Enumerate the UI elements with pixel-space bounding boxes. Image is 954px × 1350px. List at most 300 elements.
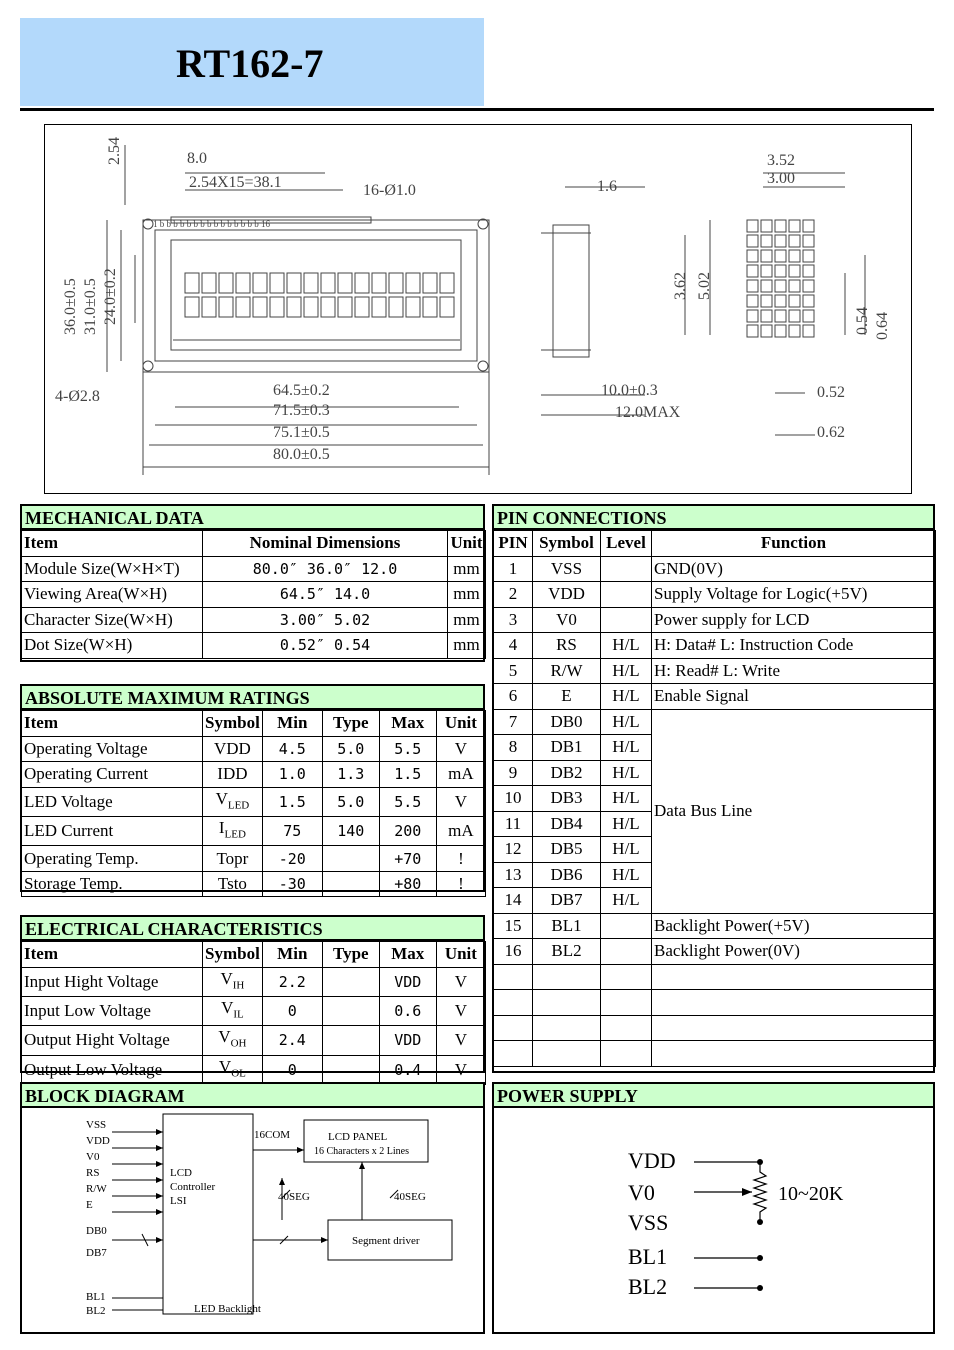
pin-connections-panel: [492, 504, 935, 1073]
symbol-text: Topr: [216, 848, 249, 868]
abs-cell: LED Voltage: [22, 787, 203, 816]
pin-cell: E: [533, 684, 601, 710]
dim-bezel-height: 31.0±0.5: [82, 278, 99, 335]
pin-cell: Backlight Power(+5V): [652, 913, 936, 939]
input-v0: V0: [86, 1151, 100, 1163]
mech-value: 64.5″ 14.0: [203, 582, 448, 608]
pin-cell: 7: [494, 709, 533, 735]
abs-cell: [203, 762, 263, 788]
controller-label-1: LCD: [170, 1167, 192, 1179]
mechanical-table: [21, 530, 486, 659]
pin-cell: 4: [494, 633, 533, 659]
abs-cell: mA: [436, 816, 485, 845]
elec-cell: [322, 996, 379, 1025]
elec-cell: 0.4: [379, 1055, 436, 1084]
abs-cell: 75: [262, 816, 322, 845]
pin-cell: VSS: [533, 556, 601, 582]
mech-value: 0.52″ 0.54: [203, 633, 448, 659]
pin-cell: RS: [533, 633, 601, 659]
absolute-ratings-panel: [20, 684, 485, 892]
elec-cell: [203, 967, 263, 996]
symbol-subscript: LED: [224, 828, 246, 841]
dim-mount-hole: 4-Ø2.8: [55, 388, 100, 405]
mech-item: Viewing Area(W×H): [22, 582, 203, 608]
pin-cell: DB7: [533, 888, 601, 914]
input-db0: DB0: [86, 1225, 107, 1237]
mech-item: Character Size(W×H): [22, 607, 203, 633]
elec-cell: V: [436, 1055, 485, 1084]
empty-cell: [652, 964, 936, 990]
char-cell: [253, 273, 267, 293]
symbol-text: V: [221, 997, 234, 1017]
table-row: [22, 762, 486, 788]
abs-cell: Operating Voltage: [22, 736, 203, 762]
char-cell: [338, 297, 352, 317]
symbol-text: I: [218, 817, 225, 837]
symbol-subscript: OH: [230, 1037, 247, 1050]
char-cell: [372, 273, 386, 293]
viewing-area: [171, 240, 461, 350]
col-function: Function: [652, 531, 936, 557]
table-row: [22, 967, 486, 996]
pin-cell: Enable Signal: [652, 684, 936, 710]
pin-cell: [601, 939, 652, 965]
controller-label-3: LSI: [170, 1195, 187, 1207]
dot: [803, 310, 814, 322]
symbol-text: V: [218, 1056, 232, 1076]
block-diagram-svg: [22, 1108, 483, 1332]
dot: [803, 250, 814, 262]
char-cell: [406, 273, 420, 293]
abs-cell: 5.0: [322, 736, 379, 762]
col-symbol: Symbol: [203, 711, 263, 737]
pin-cell: VDD: [533, 582, 601, 608]
table-row: [22, 582, 486, 608]
col-type: Type: [322, 711, 379, 737]
pin-cell: DB5: [533, 837, 601, 863]
abs-cell: [322, 871, 379, 897]
power-vss-label: VSS: [628, 1210, 669, 1235]
abs-cell: 1.3: [322, 762, 379, 788]
module-outline: [143, 220, 489, 372]
pin-cell: H/L: [601, 888, 652, 914]
pin-cell: V0: [533, 607, 601, 633]
pin-cell: 3: [494, 607, 533, 633]
pin-cell: R/W: [533, 658, 601, 684]
empty-cell: [533, 1015, 601, 1041]
col-item: Item: [22, 531, 203, 557]
led-backlight-label: LED Backlight: [194, 1303, 261, 1315]
drawing-svg: [45, 125, 911, 493]
col-unit: Unit: [436, 711, 485, 737]
controller-box: [163, 1114, 253, 1314]
pin-cell: H/L: [601, 735, 652, 761]
pin-cell: 9: [494, 760, 533, 786]
pin-cell: H/L: [601, 760, 652, 786]
char-cell: [202, 273, 216, 293]
char-cell: [389, 297, 403, 317]
electrical-header: ELECTRICAL CHARACTERISTICS: [22, 917, 483, 941]
dim-module-height: 36.0±0.5: [62, 278, 79, 335]
table-row: [22, 607, 486, 633]
empty-cell: [494, 964, 533, 990]
dot: [803, 220, 814, 232]
dot: [747, 235, 758, 247]
pin-cell: DB4: [533, 811, 601, 837]
abs-cell: 5.5: [379, 736, 436, 762]
power-supply-header: POWER SUPPLY: [494, 1084, 933, 1108]
char-cell: [338, 273, 352, 293]
electrical-panel: [20, 915, 485, 1080]
elec-cell: 2.4: [262, 1026, 322, 1055]
seg-label-left: 40SEG: [278, 1191, 310, 1203]
symbol-text: V: [220, 968, 233, 988]
absolute-ratings-table: [21, 710, 486, 897]
empty-cell: [601, 990, 652, 1016]
symbol-text: V: [215, 788, 228, 808]
bezel-outline: [155, 230, 477, 361]
char-cell: [440, 273, 454, 293]
elec-cell: [322, 967, 379, 996]
input-rs: RS: [86, 1167, 100, 1179]
dot: [789, 325, 800, 337]
pin-cell: BL2: [533, 939, 601, 965]
char-cell: [423, 273, 437, 293]
empty-row: [494, 964, 936, 990]
dot: [789, 220, 800, 232]
dot: [789, 265, 800, 277]
elec-cell: VDD: [379, 967, 436, 996]
mech-unit: mm: [448, 607, 486, 633]
elec-cell: 0: [262, 996, 322, 1025]
table-row: [494, 607, 936, 633]
pin-cell: DB2: [533, 760, 601, 786]
dot: [761, 280, 772, 292]
char-cell: [372, 297, 386, 317]
dot: [803, 280, 814, 292]
dot: [761, 325, 772, 337]
input-db7: DB7: [86, 1247, 107, 1259]
dim-viewing-height: 24.0±0.2: [102, 268, 119, 325]
table-row: [494, 556, 936, 582]
dot: [775, 235, 786, 247]
abs-cell: [322, 846, 379, 872]
abs-cell: mA: [436, 762, 485, 788]
dim-char-pitch-v: 3.62: [672, 272, 689, 300]
dot: [747, 280, 758, 292]
dim-dot-pitch-v: 0.64: [874, 312, 891, 340]
dot-matrix-detail: [747, 220, 814, 337]
controller-label-2: Controller: [170, 1181, 216, 1193]
power-v0-label: V0: [628, 1180, 655, 1205]
elec-cell: 0.6: [379, 996, 436, 1025]
dim-dot-width: 0.52: [817, 384, 845, 401]
com-label: 16COM: [254, 1129, 291, 1141]
potentiometer: [754, 1162, 766, 1222]
pin-cell: H/L: [601, 862, 652, 888]
abs-cell: V: [436, 736, 485, 762]
char-cell: [202, 297, 216, 317]
symbol-text: IDD: [217, 764, 248, 784]
symbol-subscript: IH: [232, 978, 245, 991]
pin-cell: DB1: [533, 735, 601, 761]
input-vss: VSS: [86, 1119, 107, 1131]
abs-cell: [203, 816, 263, 845]
elec-cell: 0: [262, 1055, 322, 1084]
dim-pin-holes: 16-Ø1.0: [363, 182, 416, 199]
dim-pin-pitch: 2.54X15=38.1: [189, 174, 282, 191]
dot: [803, 265, 814, 277]
abs-cell: -30: [262, 871, 322, 897]
table-row: [494, 684, 936, 710]
char-cell: [321, 273, 335, 293]
abs-cell: [203, 787, 263, 816]
elec-cell: [203, 1055, 263, 1084]
empty-cell: [533, 1041, 601, 1067]
dim-pin-row-offset: 2.54: [106, 137, 123, 165]
table-row: [22, 996, 486, 1025]
table-row: [22, 1026, 486, 1055]
empty-cell: [494, 990, 533, 1016]
pin-cell: Supply Voltage for Logic(+5V): [652, 582, 936, 608]
dim-dot-height: 0.54: [854, 307, 871, 335]
dim-dot-pitch: 0.62: [817, 424, 845, 441]
dot: [789, 235, 800, 247]
dim-char-pitch: 3.52: [767, 152, 795, 169]
dot: [775, 295, 786, 307]
pin-cell: 14: [494, 888, 533, 914]
pin-cell: [601, 607, 652, 633]
mech-item: Module Size(W×H×T): [22, 556, 203, 582]
abs-cell: 4.5: [262, 736, 322, 762]
char-cell: [355, 297, 369, 317]
input-bl1: BL1: [86, 1291, 106, 1303]
pin-cell: H: Data# L: Instruction Code: [652, 633, 936, 659]
dim-viewing-width: 64.5±0.2: [273, 382, 330, 399]
mount-hole-bl: [143, 361, 153, 371]
segment-driver-label: Segment driver: [352, 1235, 420, 1247]
dot: [747, 250, 758, 262]
lcd-panel-title: LCD PANEL: [328, 1131, 388, 1143]
pin-cell: H: Read# L: Write: [652, 658, 936, 684]
dot: [775, 310, 786, 322]
abs-cell: Operating Temp.: [22, 846, 203, 872]
col-dimensions: Nominal Dimensions: [203, 531, 448, 557]
power-supply-panel: [492, 1082, 935, 1334]
dot: [789, 250, 800, 262]
char-cell: [253, 297, 267, 317]
data-bus-cell: Data Bus Line: [652, 709, 936, 913]
table-row: [494, 939, 936, 965]
pin-cell: 10: [494, 786, 533, 812]
empty-cell: [533, 990, 601, 1016]
table-row: [22, 871, 486, 897]
dot: [747, 295, 758, 307]
abs-cell: !: [436, 871, 485, 897]
pin-cell: DB3: [533, 786, 601, 812]
abs-cell: +80: [379, 871, 436, 897]
dim-char-width: 3.00: [767, 170, 795, 187]
col-item: Item: [22, 711, 203, 737]
dim-module-thickness: 10.0±0.3: [601, 382, 658, 399]
elec-cell: V: [436, 996, 485, 1025]
char-cell: [219, 273, 233, 293]
pin-cell: 13: [494, 862, 533, 888]
dot: [747, 265, 758, 277]
dim-pcb-thickness: 1.6: [597, 178, 617, 195]
seg-label-right: 40SEG: [394, 1191, 426, 1203]
elec-cell: 2.2: [262, 967, 322, 996]
abs-cell: !: [436, 846, 485, 872]
elec-cell: V: [436, 1026, 485, 1055]
symbol-subscript: LED: [227, 798, 250, 811]
block-diagram-panel: [20, 1082, 485, 1334]
char-cell: [304, 273, 318, 293]
lcd-panel-subtitle: 16 Characters x 2 Lines: [314, 1146, 409, 1157]
char-cell: [270, 297, 284, 317]
pin-cell: Power supply for LCD: [652, 607, 936, 633]
dot: [775, 280, 786, 292]
dot: [761, 220, 772, 232]
input-bl2: BL2: [86, 1305, 106, 1317]
char-cell: [270, 273, 284, 293]
char-cell: [185, 297, 199, 317]
dot: [761, 295, 772, 307]
elec-cell: [322, 1026, 379, 1055]
abs-cell: +70: [379, 846, 436, 872]
absolute-ratings-header: ABSOLUTE MAXIMUM RATINGS: [22, 686, 483, 710]
pin-cell: 16: [494, 939, 533, 965]
dot: [775, 220, 786, 232]
pin-cell: GND(0V): [652, 556, 936, 582]
pin-numbering: 1 b b b b b b b b b b b b b b b 16: [153, 219, 270, 229]
table-row: [494, 582, 936, 608]
col-symbol: Symbol: [203, 942, 263, 968]
table-row: [22, 633, 486, 659]
symbol-text: Tsto: [217, 874, 247, 894]
char-cell: [423, 297, 437, 317]
mech-value: 3.00″ 5.02: [203, 607, 448, 633]
mechanical-data-header: MECHANICAL DATA: [22, 506, 483, 530]
pin-cell: [601, 556, 652, 582]
table-row: [494, 913, 936, 939]
empty-cell: [652, 990, 936, 1016]
pin-cell: H/L: [601, 709, 652, 735]
dim-pin-offset: 8.0: [187, 150, 207, 167]
dot: [747, 310, 758, 322]
pin-cell: H/L: [601, 684, 652, 710]
symbol-subscript: IL: [233, 1008, 244, 1021]
abs-cell: 5.5: [379, 787, 436, 816]
char-cell: [321, 297, 335, 317]
col-max: Max: [379, 711, 436, 737]
pin-cell: 11: [494, 811, 533, 837]
col-unit: Unit: [436, 942, 485, 968]
dot: [761, 265, 772, 277]
abs-cell: [203, 846, 263, 872]
col-symbol: Symbol: [533, 531, 601, 557]
mech-unit: mm: [448, 582, 486, 608]
power-supply-svg: [494, 1108, 933, 1332]
table-row: [22, 787, 486, 816]
char-cell: [287, 273, 301, 293]
abs-cell: V: [436, 787, 485, 816]
char-cell: [440, 297, 454, 317]
col-min: Min: [262, 711, 322, 737]
char-cell: [304, 297, 318, 317]
mechanical-drawing: [44, 124, 912, 494]
title-divider: [20, 108, 934, 111]
elec-cell: Output Low Voltage: [22, 1055, 203, 1084]
dim-max-thickness: 12.0MAX: [615, 404, 681, 421]
dot: [775, 250, 786, 262]
character-grid: [185, 273, 454, 317]
pin-cell: 8: [494, 735, 533, 761]
dim-bezel-width: 71.5±0.3: [273, 402, 330, 419]
empty-row: [494, 1015, 936, 1041]
dim-char-height: 5.02: [696, 272, 713, 300]
empty-cell: [652, 1041, 936, 1067]
empty-row: [494, 990, 936, 1016]
empty-cell: [652, 1015, 936, 1041]
pin-cell: [601, 582, 652, 608]
char-cell: [219, 297, 233, 317]
col-item: Item: [22, 942, 203, 968]
pin-cell: 1: [494, 556, 533, 582]
char-cell: [236, 297, 250, 317]
empty-cell: [494, 1041, 533, 1067]
empty-cell: [601, 1015, 652, 1041]
pin-cell: 6: [494, 684, 533, 710]
table-row: [22, 556, 486, 582]
abs-cell: -20: [262, 846, 322, 872]
resistor-value: 10~20K: [778, 1183, 844, 1205]
dim-hole-span: 75.1±0.5: [273, 424, 330, 441]
empty-cell: [601, 964, 652, 990]
abs-cell: 140: [322, 816, 379, 845]
dot: [803, 325, 814, 337]
dot: [761, 250, 772, 262]
pin-cell: H/L: [601, 811, 652, 837]
dot: [761, 310, 772, 322]
abs-cell: 1.5: [262, 787, 322, 816]
empty-cell: [533, 964, 601, 990]
char-cell: [406, 297, 420, 317]
table-row: [494, 709, 936, 735]
table-row: [22, 1055, 486, 1084]
elec-cell: [203, 996, 263, 1025]
empty-row: [494, 1041, 936, 1067]
table-row: [22, 736, 486, 762]
abs-cell: 5.0: [322, 787, 379, 816]
char-cell: [236, 273, 250, 293]
dot: [803, 295, 814, 307]
table-row: [494, 658, 936, 684]
pin-cell: H/L: [601, 633, 652, 659]
dot: [761, 235, 772, 247]
symbol-subscript: OL: [231, 1067, 246, 1080]
elec-cell: VDD: [379, 1026, 436, 1055]
mechanical-data-panel: [20, 504, 485, 662]
col-min: Min: [262, 942, 322, 968]
dot: [789, 310, 800, 322]
dot: [789, 295, 800, 307]
dot: [775, 265, 786, 277]
dot: [803, 235, 814, 247]
pin-cell: 15: [494, 913, 533, 939]
table-row: [494, 633, 936, 659]
abs-cell: [203, 736, 263, 762]
